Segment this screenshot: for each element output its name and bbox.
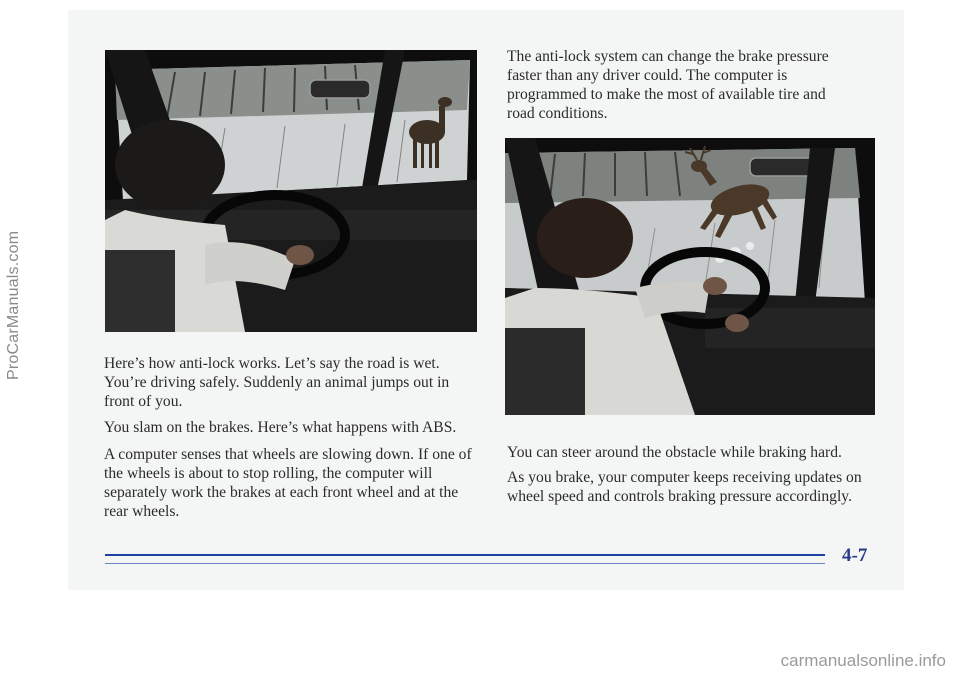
bottom-watermark: carmanualsonline.info <box>780 651 946 670</box>
left-paragraph-2: You slam on the brakes. Here’s what happens with ABS. <box>104 419 457 436</box>
left-paragraph-1: Here’s how anti-lock works. Let’s say the road is wet. You’re driving safely. Suddenly an animal jumps out in front of you. <box>104 355 450 410</box>
page-number: 4-7 <box>842 545 868 566</box>
right-paragraph-1: The anti-lock system can change the brake pressure faster than any driver could. The computer is programmed to make the most of available tire and road conditions. <box>507 48 829 122</box>
illustration-driver-deer <box>105 50 477 332</box>
right-paragraph-2: You can steer around the obstacle while braking hard. <box>507 444 842 461</box>
footer-rule-thin <box>105 563 825 564</box>
illustration-deer-jumping <box>505 138 875 415</box>
side-watermark-text: ProCarManuals.com <box>5 230 22 380</box>
side-watermark <box>2 230 22 380</box>
right-paragraph-3: As you brake, your computer keeps receiving updates on wheel speed and controls braking pressure accordingly. <box>507 469 862 505</box>
left-paragraph-3: A computer senses that wheels are slowing down. If one of the wheels is about to stop rolling, the computer will separately work the brakes at each front wheel and at the rear wheels. <box>104 446 472 520</box>
footer-rule <box>105 554 825 556</box>
